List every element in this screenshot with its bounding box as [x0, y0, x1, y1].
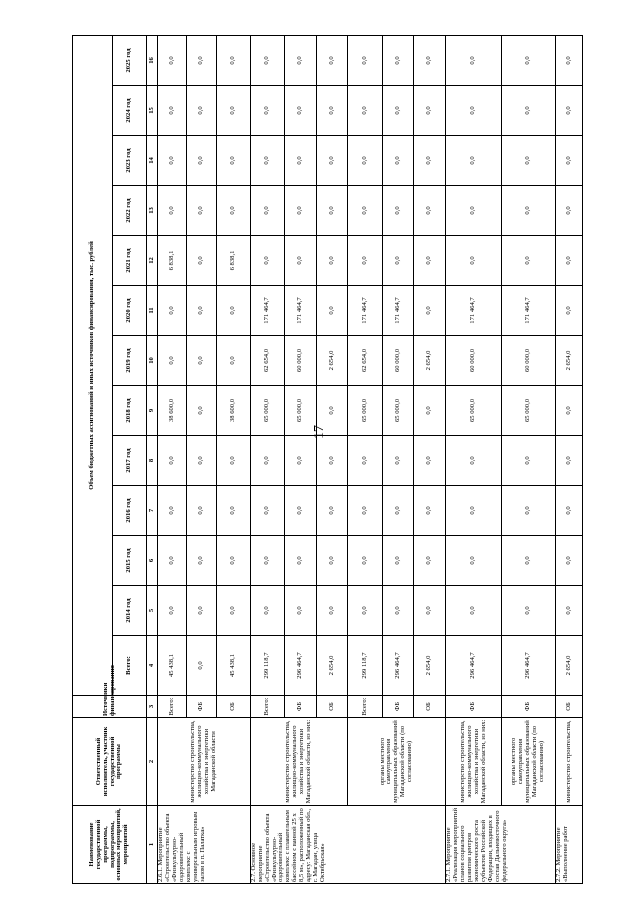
value-cell: 0,0 — [502, 586, 556, 636]
value-cell: 0,0 — [187, 336, 216, 386]
value-cell: 0,0 — [502, 86, 556, 136]
value-cell: 0,0 — [250, 186, 284, 236]
value-cell: 0,0 — [187, 486, 216, 536]
value-cell: 60 000,0 — [502, 336, 556, 386]
value-cell: 0,0 — [502, 136, 556, 186]
source-cell: Всего: — [348, 696, 382, 718]
value-cell: 65 000,0 — [250, 386, 284, 436]
executor-cell: министерство строительства, жилищно-коммунального хозяйства и энергетики Магаданской области, из них: — [250, 718, 348, 806]
header-total: Всего: — [113, 636, 147, 696]
value-cell: 0,0 — [502, 186, 556, 236]
value-cell: 0,0 — [250, 436, 284, 486]
source-cell: ОБ — [216, 696, 250, 718]
value-cell: 0,0 — [316, 386, 348, 436]
value-cell: 2 654,0 — [316, 636, 348, 696]
value-cell: 0,0 — [158, 186, 187, 236]
column-number: 3 — [147, 696, 158, 718]
value-cell: 0,0 — [414, 136, 446, 186]
value-cell: 0,0 — [502, 536, 556, 586]
value-cell: 0,0 — [187, 436, 216, 486]
value-cell: 0,0 — [414, 386, 446, 436]
value-cell: 0,0 — [284, 586, 316, 636]
value-cell: 0,0 — [414, 35, 446, 85]
value-cell: 0,0 — [382, 586, 414, 636]
value-cell: 0,0 — [446, 536, 502, 586]
value-cell: 0,0 — [414, 86, 446, 136]
value-cell: 0,0 — [446, 586, 502, 636]
column-number: 1 — [147, 806, 158, 884]
value-cell: 45 438,1 — [216, 636, 250, 696]
source-cell: ФБ — [502, 696, 556, 718]
value-cell: 171 464,7 — [502, 286, 556, 336]
funding-table — [72, 35, 583, 884]
header-year: 2022 год — [113, 186, 147, 236]
value-cell: 0,0 — [216, 286, 250, 336]
value-cell: 0,0 — [316, 286, 348, 336]
executor-cell: органы местного самоуправления муниципальных образований Магаданской области (по согласованию) — [502, 718, 556, 806]
column-number: 8 — [147, 436, 158, 486]
value-cell: 0,0 — [216, 86, 250, 136]
rotated-table-container — [72, 36, 583, 884]
header-year: 2024 год — [113, 86, 147, 136]
value-cell: 0,0 — [250, 136, 284, 186]
value-cell: 2 654,0 — [414, 636, 446, 696]
value-cell: 65 000,0 — [284, 386, 316, 436]
value-cell: 0,0 — [187, 236, 216, 286]
value-cell: 171 464,7 — [250, 286, 284, 336]
source-cell: Всего: — [250, 696, 284, 718]
value-cell: 0,0 — [382, 136, 414, 186]
table-row — [250, 35, 284, 883]
column-number: 13 — [147, 186, 158, 236]
value-cell: 0,0 — [414, 186, 446, 236]
value-cell: 0,0 — [158, 86, 187, 136]
executor-cell: министерство строительства, жилищно-коммунального хозяйства и энергетики Магаданской области, из них: — [446, 718, 502, 806]
value-cell: 0,0 — [216, 186, 250, 236]
value-cell: 0,0 — [216, 586, 250, 636]
header-year: 2017 год — [113, 436, 147, 486]
value-cell: 0,0 — [556, 486, 583, 536]
value-cell: 0,0 — [216, 136, 250, 186]
program-name-cell: 2.7.2. Мероприятие «Выполнение работ — [556, 806, 583, 884]
table-row — [348, 35, 382, 883]
header-funding: Объем бюджетных ассигнований и иных источников финансирования, тыс. рублей — [73, 35, 113, 695]
value-cell: 60 000,0 — [382, 336, 414, 386]
value-cell: 0,0 — [158, 136, 187, 186]
value-cell: 0,0 — [216, 436, 250, 486]
table-row — [158, 35, 187, 883]
value-cell: 2 654,0 — [414, 336, 446, 386]
value-cell: 0,0 — [414, 486, 446, 536]
header-year: 2019 год — [113, 336, 147, 386]
value-cell: 62 654,0 — [348, 336, 382, 386]
value-cell: 0,0 — [216, 536, 250, 586]
program-name-cell: 2.6.1. Мероприятие «Строительство объекта «Физкультурно-оздоровительный комплекс с универсальным игровым залом в п. Палатка» — [158, 806, 251, 884]
program-name-cell: 2.7.1. Мероприятие «Реализация мероприятий планов социального развития центров экономического роста субъектов Российской Федерации, входящих в состав Дальневосточного федерального округа» — [446, 806, 556, 884]
value-cell: 2 654,0 — [556, 336, 583, 386]
value-cell: 2 654,0 — [556, 636, 583, 696]
value-cell: 0,0 — [158, 536, 187, 586]
value-cell: 0,0 — [446, 86, 502, 136]
header-source: Источники финансирования — [73, 696, 147, 718]
value-cell: 0,0 — [348, 436, 382, 486]
value-cell: 60 000,0 — [284, 336, 316, 386]
value-cell: 0,0 — [216, 486, 250, 536]
value-cell: 0,0 — [446, 436, 502, 486]
value-cell: 0,0 — [316, 86, 348, 136]
column-number: 4 — [147, 636, 158, 696]
table-row — [502, 35, 556, 883]
value-cell: 0,0 — [348, 136, 382, 186]
value-cell: 171 464,7 — [446, 286, 502, 336]
value-cell: 0,0 — [316, 236, 348, 286]
table-row — [556, 35, 583, 883]
column-number: 6 — [147, 536, 158, 586]
column-number: 7 — [147, 486, 158, 536]
value-cell: 0,0 — [414, 536, 446, 586]
value-cell: 0,0 — [502, 35, 556, 85]
value-cell: 171 464,7 — [284, 286, 316, 336]
value-cell: 0,0 — [556, 236, 583, 286]
value-cell: 0,0 — [348, 486, 382, 536]
value-cell: 0,0 — [158, 35, 187, 85]
value-cell: 299 118,7 — [348, 636, 382, 696]
value-cell: 0,0 — [382, 436, 414, 486]
value-cell: 0,0 — [556, 136, 583, 186]
value-cell: 0,0 — [316, 136, 348, 186]
source-cell: ОБ — [316, 696, 348, 718]
header-year: 2018 год — [113, 386, 147, 436]
value-cell: 0,0 — [446, 186, 502, 236]
column-number: 9 — [147, 386, 158, 436]
value-cell: 0,0 — [502, 236, 556, 286]
value-cell: 65 000,0 — [348, 386, 382, 436]
source-cell: ОБ — [556, 696, 583, 718]
value-cell: 6 838,1 — [158, 236, 187, 286]
value-cell: 0,0 — [284, 186, 316, 236]
value-cell: 296 464,7 — [284, 636, 316, 696]
header-year: 2021 год — [113, 236, 147, 286]
value-cell: 0,0 — [187, 35, 216, 85]
value-cell: 0,0 — [502, 436, 556, 486]
value-cell: 0,0 — [158, 436, 187, 486]
value-cell: 171 464,7 — [348, 286, 382, 336]
value-cell: 296 464,7 — [502, 636, 556, 696]
value-cell: 0,0 — [382, 86, 414, 136]
value-cell: 0,0 — [556, 286, 583, 336]
value-cell: 0,0 — [250, 35, 284, 85]
header-name: Наименование государственной программы, подпрограммы, основных мероприятий, мероприятий — [73, 806, 147, 884]
source-cell: ФБ — [446, 696, 502, 718]
header-year: 2025 год — [113, 35, 147, 85]
value-cell: 0,0 — [502, 486, 556, 536]
value-cell: 299 118,7 — [250, 636, 284, 696]
value-cell: 0,0 — [382, 536, 414, 586]
value-cell: 0,0 — [250, 486, 284, 536]
value-cell: 0,0 — [556, 536, 583, 586]
value-cell: 65 000,0 — [502, 386, 556, 436]
value-cell: 0,0 — [284, 436, 316, 486]
value-cell: 0,0 — [284, 86, 316, 136]
program-name-cell: 2.7. Основное мероприятие «Строительство объекта «Физкультурно-оздоровительный комплекс с плавательным бассейном с ванной 25 х 8,5 м», расположенный по адресу: Магаданская обл., г. Магадан, улица Октябрьская» — [250, 806, 445, 884]
source-cell: ФБ — [187, 696, 216, 718]
value-cell: 0,0 — [187, 636, 216, 696]
value-cell: 0,0 — [216, 35, 250, 85]
column-number: 16 — [147, 35, 158, 85]
value-cell: 0,0 — [446, 35, 502, 85]
value-cell: 65 000,0 — [382, 386, 414, 436]
column-number: 14 — [147, 136, 158, 186]
value-cell: 0,0 — [556, 35, 583, 85]
value-cell: 0,0 — [316, 586, 348, 636]
header-year: 2014 год — [113, 586, 147, 636]
value-cell: 6 838,1 — [216, 236, 250, 286]
value-cell: 0,0 — [556, 86, 583, 136]
value-cell: 0,0 — [187, 136, 216, 186]
value-cell: 0,0 — [284, 486, 316, 536]
value-cell: 0,0 — [446, 136, 502, 186]
value-cell: 0,0 — [316, 486, 348, 536]
header-year: 2023 год — [113, 136, 147, 186]
header-executor: Ответственный исполнитель, участник государственной программы — [73, 718, 147, 806]
value-cell: 0,0 — [284, 236, 316, 286]
value-cell: 0,0 — [284, 536, 316, 586]
value-cell: 0,0 — [348, 86, 382, 136]
value-cell: 296 464,7 — [446, 636, 502, 696]
value-cell: 0,0 — [382, 186, 414, 236]
value-cell: 0,0 — [414, 586, 446, 636]
value-cell: 0,0 — [158, 486, 187, 536]
header-year: 2020 год — [113, 286, 147, 336]
value-cell: 0,0 — [284, 136, 316, 186]
column-number: 10 — [147, 336, 158, 386]
value-cell: 0,0 — [187, 286, 216, 336]
value-cell: 0,0 — [382, 236, 414, 286]
executor-cell: органы местного самоуправления муниципальных образований Магаданской области (по согласованию) — [348, 718, 446, 806]
value-cell: 0,0 — [556, 436, 583, 486]
column-number: 5 — [147, 586, 158, 636]
value-cell: 0,0 — [216, 336, 250, 386]
column-number: 15 — [147, 86, 158, 136]
value-cell: 0,0 — [250, 536, 284, 586]
value-cell: 0,0 — [158, 586, 187, 636]
value-cell: 171 464,7 — [382, 286, 414, 336]
value-cell: 0,0 — [446, 236, 502, 286]
value-cell: 0,0 — [250, 586, 284, 636]
value-cell: 0,0 — [348, 186, 382, 236]
value-cell: 0,0 — [382, 486, 414, 536]
header-year: 2015 год — [113, 536, 147, 586]
source-cell: ФБ — [284, 696, 316, 718]
value-cell: 0,0 — [556, 586, 583, 636]
value-cell: 60 000,0 — [446, 336, 502, 386]
value-cell: 0,0 — [187, 586, 216, 636]
value-cell: 0,0 — [187, 86, 216, 136]
value-cell: 0,0 — [414, 286, 446, 336]
value-cell: 0,0 — [187, 536, 216, 586]
header-year: 2016 год — [113, 486, 147, 536]
value-cell: 0,0 — [414, 436, 446, 486]
executor-cell: министерство строительства, жилищно-коммунального хозяйства и энергетики Магаданской области — [158, 718, 251, 806]
value-cell: 296 464,7 — [382, 636, 414, 696]
value-cell: 0,0 — [284, 35, 316, 85]
value-cell: 0,0 — [316, 536, 348, 586]
table-row — [446, 35, 502, 883]
value-cell: 0,0 — [250, 86, 284, 136]
value-cell: 0,0 — [348, 536, 382, 586]
value-cell: 2 654,0 — [316, 336, 348, 386]
source-cell: ФБ — [382, 696, 414, 718]
column-number: 2 — [147, 718, 158, 806]
value-cell: 0,0 — [348, 35, 382, 85]
source-cell: Всего: — [158, 696, 187, 718]
value-cell: 0,0 — [316, 35, 348, 85]
value-cell: 0,0 — [348, 586, 382, 636]
value-cell: 38 600,0 — [158, 386, 187, 436]
value-cell: 0,0 — [556, 186, 583, 236]
value-cell: 0,0 — [414, 236, 446, 286]
executor-cell: министерство строительства, — [556, 718, 583, 806]
value-cell: 0,0 — [316, 436, 348, 486]
value-cell: 38 600,0 — [216, 386, 250, 436]
value-cell: 0,0 — [316, 186, 348, 236]
value-cell: 0,0 — [250, 236, 284, 286]
value-cell: 62 654,0 — [250, 336, 284, 386]
value-cell: 0,0 — [158, 286, 187, 336]
column-number: 11 — [147, 286, 158, 336]
column-number: 12 — [147, 236, 158, 286]
value-cell: 45 438,1 — [158, 636, 187, 696]
value-cell: 0,0 — [158, 336, 187, 386]
value-cell: 0,0 — [556, 386, 583, 436]
value-cell: 0,0 — [187, 386, 216, 436]
source-cell: ОБ — [414, 696, 446, 718]
value-cell: 65 000,0 — [446, 386, 502, 436]
value-cell: 0,0 — [446, 486, 502, 536]
value-cell: 0,0 — [382, 35, 414, 85]
value-cell: 0,0 — [348, 236, 382, 286]
page-number: 17 — [312, 425, 327, 439]
value-cell: 0,0 — [187, 186, 216, 236]
